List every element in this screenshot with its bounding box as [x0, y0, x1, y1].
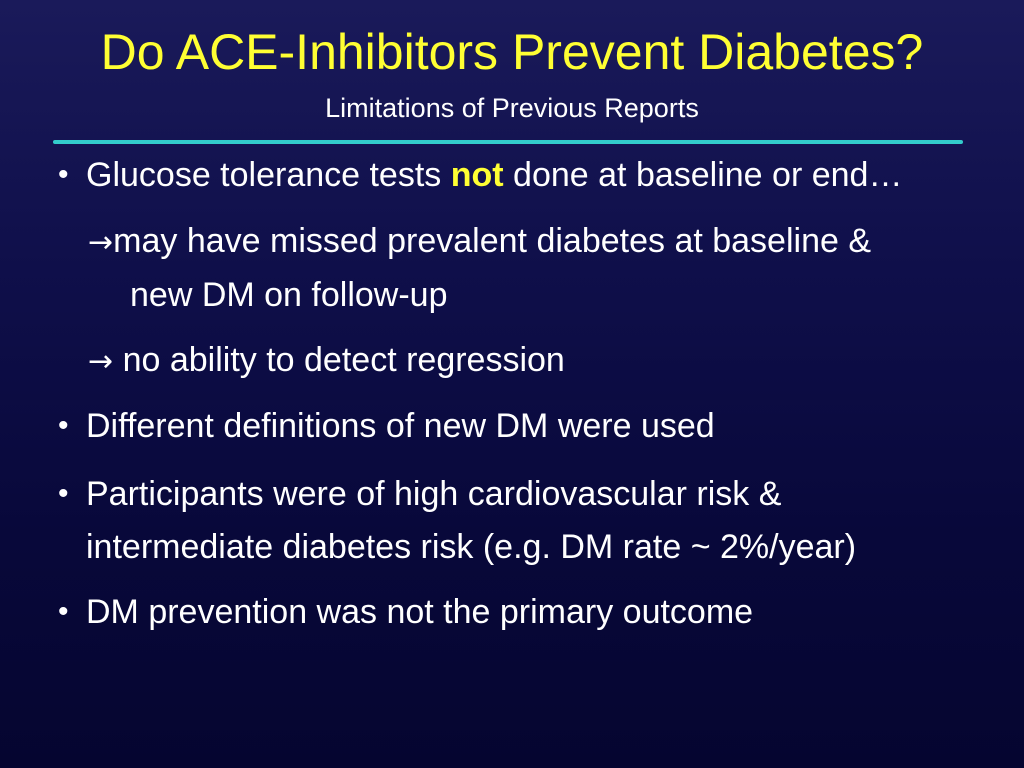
bullet-text: DM prevention was not the primary outcome: [86, 593, 754, 631]
bullet-text: done at baseline or end…: [503, 156, 903, 194]
emphasis-text: not: [450, 156, 504, 194]
bullet-glyph: •: [58, 595, 69, 628]
bullet-text: Different definitions of new DM were used: [86, 407, 715, 445]
sub-item-text: new DM on follow-up: [130, 276, 448, 314]
bullet-text: Glucose tolerance tests: [86, 156, 451, 194]
arrow-right-icon: →: [88, 225, 114, 260]
bullet-item-participants: [86, 474, 781, 514]
bullet-text: Participants were of high cardiovascular risk &: [86, 475, 782, 513]
bullet-glyph: •: [58, 409, 69, 442]
sub-item-text: no ability to detect regression: [113, 341, 565, 379]
arrow-right-icon: →: [88, 344, 114, 379]
bullet-item-primary-outcome: [86, 592, 753, 632]
sub-item-no-regression: [88, 340, 565, 382]
bullet-glyph: •: [58, 477, 69, 510]
sub-item-missed-diabetes-continued: [130, 275, 447, 315]
sub-item-missed-diabetes: [88, 221, 871, 263]
bullet-item-definitions: [86, 406, 715, 446]
sub-item-text: may have missed prevalent diabetes at baseline &: [113, 222, 872, 260]
slide-subtitle: Limitations of Previous Reports: [325, 93, 699, 123]
slide-title: Do ACE-Inhibitors Prevent Diabetes?: [100, 24, 924, 80]
bullet-text: intermediate diabetes risk (e.g. DM rate ~ 2%/year): [86, 528, 857, 566]
bullet-item-participants-continued: [86, 527, 856, 567]
bullet-glyph: •: [58, 158, 69, 191]
bullet-item-glucose-tests: [86, 155, 902, 195]
